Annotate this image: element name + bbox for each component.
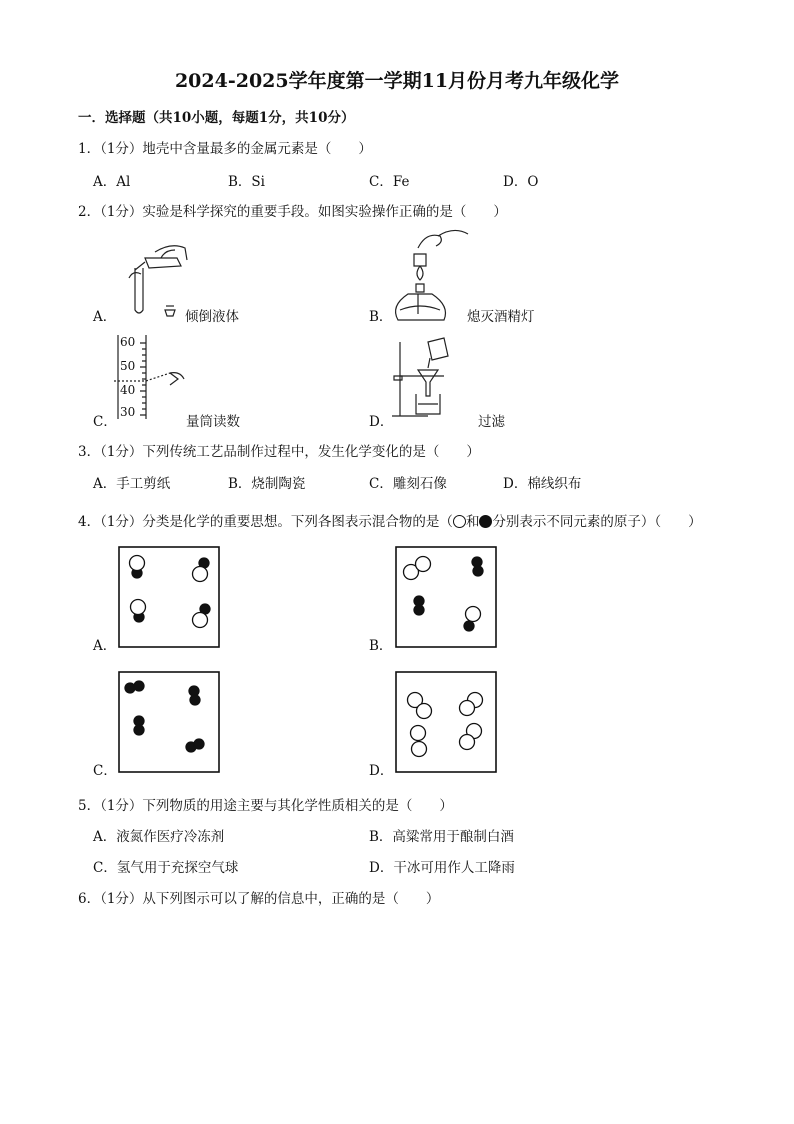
question-2-option-a-caption: 倾倒液体	[185, 309, 239, 325]
question-4-stem-prefix: 4．（1分）分类是化学的重要思想。下列各图表示混合物的是（	[78, 514, 453, 530]
question-6-stem: 6．（1分）从下列图示可以了解的信息中，正确的是（ ）	[78, 891, 440, 907]
question-1-option-d[interactable]: D．O	[503, 174, 539, 190]
question-2-option-b-caption: 熄灭酒精灯	[467, 309, 535, 325]
question-4-option-c[interactable]: C．	[93, 763, 117, 779]
question-5-option-a[interactable]: A．液氮作医疗冷冻剂	[93, 829, 225, 845]
question-4-option-a[interactable]: A．	[93, 638, 117, 654]
cylinder-tick-50: 50	[120, 359, 136, 373]
question-3-stem: 3．（1分）下列传统工艺品制作过程中，发生化学变化的是（ ）	[78, 444, 480, 460]
question-4-option-d[interactable]: D．	[369, 763, 394, 779]
filtration-figure	[388, 336, 468, 420]
question-4-option-b[interactable]: B．	[369, 638, 393, 654]
question-5-option-d[interactable]: D．干冰可用作人工降雨	[369, 860, 515, 876]
question-5-option-c[interactable]: C．氢气用于充探空气球	[93, 860, 239, 876]
question-2-stem: 2．（1分）实验是科学探究的重要手段。如图实验操作正确的是（ ）	[78, 204, 507, 220]
cylinder-tick-60: 60	[120, 335, 136, 349]
black-atom-icon	[479, 515, 492, 528]
page-title: 2024-2025学年度第一学期11月份月考九年级化学	[174, 70, 620, 92]
question-2-option-d-caption: 过滤	[478, 414, 505, 430]
molecule-box-b	[395, 546, 497, 648]
cylinder-reading-figure	[108, 333, 198, 423]
molecule-box-c	[118, 671, 220, 773]
question-1-stem: 1．（1分）地壳中含量最多的金属元素是（ ）	[78, 141, 372, 157]
question-2-option-d-letter[interactable]: D．	[369, 414, 394, 430]
white-atom-icon	[453, 515, 466, 528]
question-5-option-b[interactable]: B．高粱常用于酿制白酒	[369, 829, 514, 845]
question-2-option-c-letter[interactable]: C．	[93, 414, 117, 430]
question-5-stem: 5．（1分）下列物质的用途主要与其化学性质相关的是（ ）	[78, 798, 453, 814]
question-3-option-c[interactable]: C．雕刻石像	[369, 476, 447, 492]
question-4-stem-suffix: 分别表示不同元素的原子）（ ）	[492, 514, 702, 530]
cylinder-tick-40: 40	[120, 383, 136, 397]
question-4-stem-and: 和	[465, 514, 480, 530]
section-heading: 一．选择题（共10小题，每题1分，共10分）	[78, 110, 355, 126]
question-4-stem	[78, 510, 702, 530]
question-3-option-d[interactable]: D．棉线织布	[503, 476, 582, 492]
molecule-box-d	[395, 671, 497, 773]
question-3-option-b[interactable]: B．烧制陶瓷	[228, 476, 306, 492]
pouring-liquid-figure	[115, 238, 195, 322]
question-2-option-b-letter[interactable]: B．	[369, 309, 393, 325]
question-1-option-a[interactable]: A．Al	[93, 174, 131, 190]
cylinder-tick-30: 30	[120, 405, 136, 419]
question-3-option-a[interactable]: A．手工剪纸	[93, 476, 171, 492]
question-2-option-a-letter[interactable]: A．	[93, 309, 117, 325]
molecule-box-a	[118, 546, 220, 648]
question-1-option-b[interactable]: B．Si	[228, 174, 265, 190]
question-1-option-c[interactable]: C．Fe	[369, 174, 410, 190]
question-2-option-c-caption: 量筒读数	[186, 414, 240, 430]
